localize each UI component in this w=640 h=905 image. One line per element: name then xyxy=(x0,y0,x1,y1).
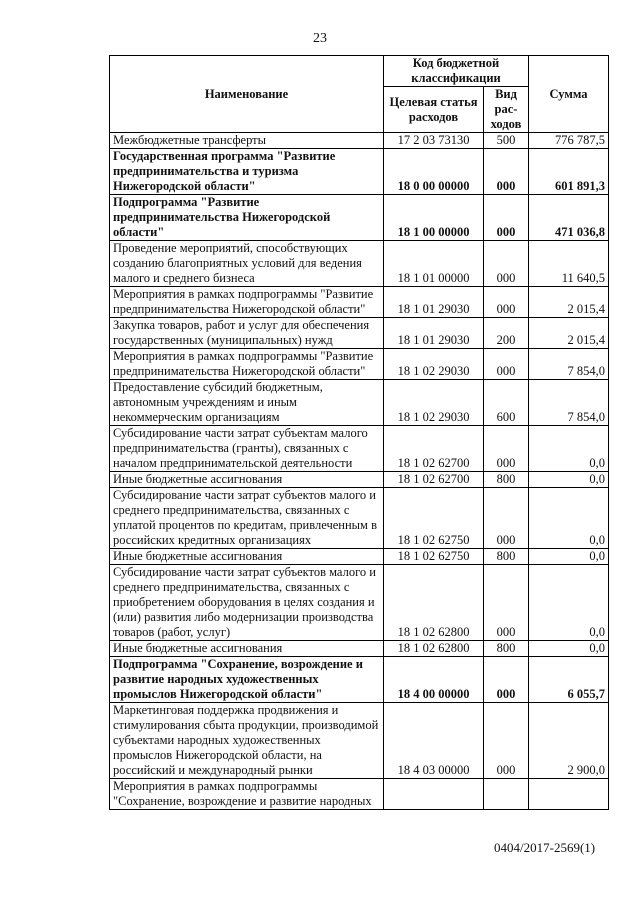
row-sum: 0,0 xyxy=(529,472,609,488)
row-code: 18 1 02 62700 xyxy=(384,426,484,472)
row-type: 000 xyxy=(484,241,529,287)
row-code: 18 1 00 00000 xyxy=(384,195,484,241)
row-sum: 471 036,8 xyxy=(529,195,609,241)
row-name: Иные бюджетные ассигнования xyxy=(110,641,384,657)
row-sum: 0,0 xyxy=(529,488,609,549)
row-type: 800 xyxy=(484,549,529,565)
table-row xyxy=(110,641,609,657)
row-sum: 2 015,4 xyxy=(529,287,609,318)
row-type: 000 xyxy=(484,565,529,641)
header-target-article: Целевая статья расходов xyxy=(384,87,484,133)
table-row xyxy=(110,657,609,703)
row-code: 18 1 02 29030 xyxy=(384,349,484,380)
row-type: 000 xyxy=(484,195,529,241)
row-code: 18 1 02 62700 xyxy=(384,472,484,488)
row-code: 18 1 02 29030 xyxy=(384,380,484,426)
row-type: 000 xyxy=(484,657,529,703)
header-code-group: Код бюджетной классификации xyxy=(384,56,529,87)
table-row xyxy=(110,241,609,287)
table-row xyxy=(110,779,609,810)
row-code: 18 1 02 62800 xyxy=(384,565,484,641)
row-sum: 6 055,7 xyxy=(529,657,609,703)
row-name: Межбюджетные трансферты xyxy=(110,133,384,149)
table-row xyxy=(110,133,609,149)
table-row xyxy=(110,149,609,195)
table-row xyxy=(110,426,609,472)
table-row xyxy=(110,472,609,488)
table-row xyxy=(110,549,609,565)
row-name: Мероприятия в рамках подпрограммы "Развитие предпринимательства Нижегородской области" xyxy=(110,349,384,380)
page-number: 23 xyxy=(313,31,327,46)
table-row xyxy=(110,703,609,779)
row-type: 000 xyxy=(484,149,529,195)
row-code: 18 1 01 00000 xyxy=(384,241,484,287)
row-name: Субсидирование части затрат субъектов малого и среднего предпринимательства, связанных с уплатой процентов по кредитам, привлеченным в российских кредитных организациях xyxy=(110,488,384,549)
row-code: 18 1 02 62800 xyxy=(384,641,484,657)
row-name: Предоставление субсидий бюджетным, автономным учреждениям и иным некоммерческим организациям xyxy=(110,380,384,426)
row-name: Государственная программа "Развитие предпринимательства и туризма Нижегородской области" xyxy=(110,149,384,195)
row-name: Подпрограмма "Развитие предпринимательства Нижегородской области" xyxy=(110,195,384,241)
row-code: 18 1 02 62750 xyxy=(384,549,484,565)
row-name: Подпрограмма "Сохранение, возрождение и развитие народных художественных промыслов Нижегородской области" xyxy=(110,657,384,703)
row-sum: 0,0 xyxy=(529,565,609,641)
row-sum: 11 640,5 xyxy=(529,241,609,287)
row-sum: 2 900,0 xyxy=(529,703,609,779)
row-name: Мероприятия в рамках подпрограммы "Развитие предпринимательства Нижегородской области" xyxy=(110,287,384,318)
row-sum xyxy=(529,779,609,810)
table-row xyxy=(110,287,609,318)
row-type: 000 xyxy=(484,488,529,549)
budget-table xyxy=(109,55,609,810)
document-code: 0404/2017-2569(1) xyxy=(494,840,596,855)
row-name: Мероприятия в рамках подпрограммы "Сохранение, возрождение и развитие народных xyxy=(110,779,384,810)
row-type xyxy=(484,779,529,810)
row-sum: 0,0 xyxy=(529,641,609,657)
row-sum: 0,0 xyxy=(529,426,609,472)
row-type: 500 xyxy=(484,133,529,149)
row-code: 18 1 01 29030 xyxy=(384,318,484,349)
table-row xyxy=(110,565,609,641)
row-code: 18 0 00 00000 xyxy=(384,149,484,195)
row-code xyxy=(384,779,484,810)
row-code: 18 4 00 00000 xyxy=(384,657,484,703)
row-type: 000 xyxy=(484,703,529,779)
row-name: Субсидирование части затрат субъектов малого и среднего предпринимательства, связанных с приобретением оборудования в целях создания и (или) развития либо модернизации производства товаров (работ, услуг) xyxy=(110,565,384,641)
row-name: Иные бюджетные ассигнования xyxy=(110,549,384,565)
row-sum: 0,0 xyxy=(529,549,609,565)
row-type: 200 xyxy=(484,318,529,349)
row-name: Проведение мероприятий, способствующих созданию благоприятных условий для ведения малого и среднего бизнеса xyxy=(110,241,384,287)
row-name: Закупка товаров, работ и услуг для обеспечения государственных (муниципальных) нужд xyxy=(110,318,384,349)
table-row xyxy=(110,195,609,241)
row-type: 000 xyxy=(484,287,529,318)
header-expense-type: Вид рас-ходов xyxy=(484,87,529,133)
row-code: 18 4 03 00000 xyxy=(384,703,484,779)
row-sum: 7 854,0 xyxy=(529,349,609,380)
table-row xyxy=(110,318,609,349)
row-code: 17 2 03 73130 xyxy=(384,133,484,149)
row-type: 800 xyxy=(484,472,529,488)
row-name: Маркетинговая поддержка продвижения и стимулирования сбыта продукции, производимой субъектами народных художественных промыслов Нижегородской области, на российский и международный рынки xyxy=(110,703,384,779)
row-sum: 2 015,4 xyxy=(529,318,609,349)
row-type: 600 xyxy=(484,380,529,426)
row-type: 000 xyxy=(484,426,529,472)
row-type: 000 xyxy=(484,349,529,380)
row-sum: 601 891,3 xyxy=(529,149,609,195)
header-name: Наименование xyxy=(110,56,384,133)
table-row xyxy=(110,380,609,426)
row-name: Субсидирование части затрат субъектам малого предпринимательства (гранты), связанных с началом предпринимательской деятельности xyxy=(110,426,384,472)
table-row xyxy=(110,488,609,549)
row-sum: 7 854,0 xyxy=(529,380,609,426)
row-type: 800 xyxy=(484,641,529,657)
row-sum: 776 787,5 xyxy=(529,133,609,149)
table-row xyxy=(110,349,609,380)
table-body xyxy=(110,133,609,810)
header-sum: Сумма xyxy=(529,56,609,133)
row-name: Иные бюджетные ассигнования xyxy=(110,472,384,488)
row-code: 18 1 02 62750 xyxy=(384,488,484,549)
row-code: 18 1 01 29030 xyxy=(384,287,484,318)
